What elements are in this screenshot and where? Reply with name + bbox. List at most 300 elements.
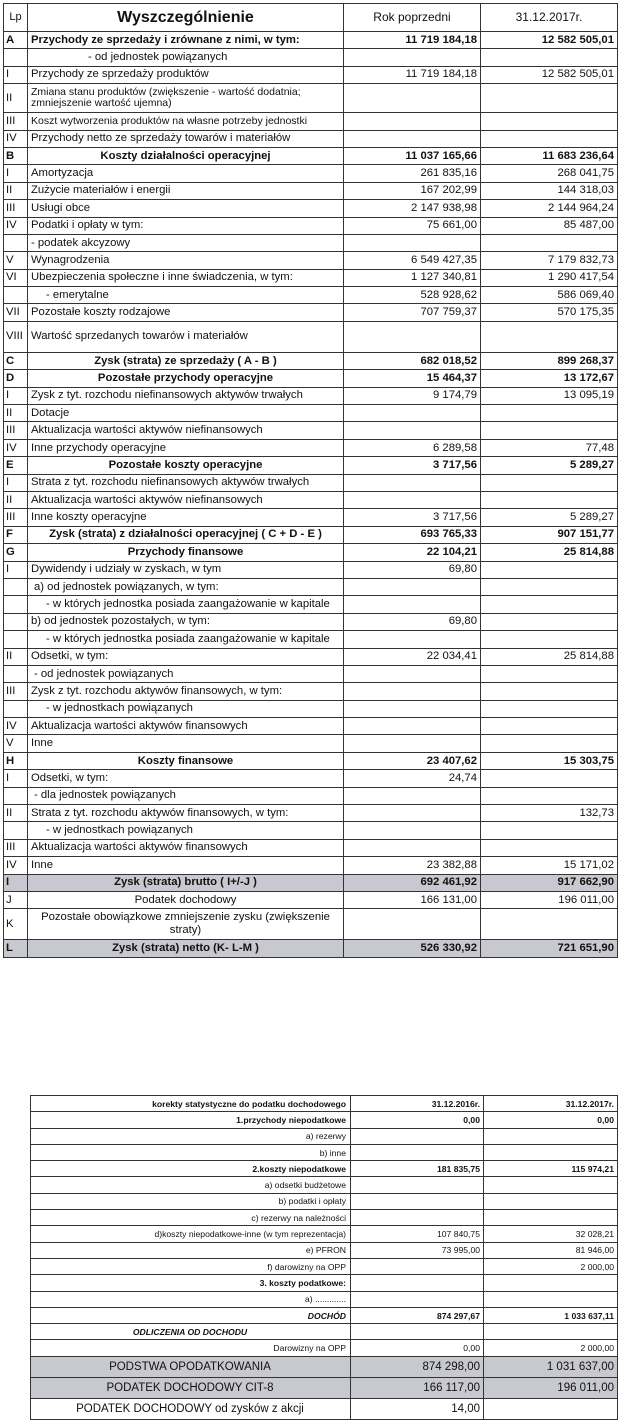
header-current-year: 31.12.2017r. [481,4,618,32]
table-row [4,474,618,491]
row-lp: K [4,909,28,940]
tax-row [31,1324,618,1340]
row-lp: H [4,752,28,769]
tax-row-label: a) odsetki budżetowe [31,1177,351,1193]
row-previous-year [344,596,481,613]
row-current-year [481,700,618,717]
tax-row-curr [484,1128,618,1144]
row-previous-year: 22 034,41 [344,648,481,665]
row-description: Dotacje [28,405,344,422]
tax-row-label: a) rezerwy [31,1128,351,1144]
row-current-year: 5 289,27 [481,509,618,526]
row-previous-year: 11 037 165,66 [344,147,481,164]
row-current-year: 721 651,90 [481,940,618,957]
row-current-year: 5 289,27 [481,457,618,474]
row-lp: VII [4,304,28,321]
table-header-row [4,4,618,32]
row-current-year: 85 487,00 [481,217,618,234]
tax-row-curr: 81 946,00 [484,1242,618,1258]
tax-row-curr: 196 011,00 [484,1377,618,1398]
row-lp: J [4,891,28,908]
row-description: Przychody netto ze sprzedaży towarów i materiałów [28,130,344,147]
tax-row-curr [484,1144,618,1160]
row-lp: C [4,352,28,369]
table-row [4,422,618,439]
table-row [4,940,618,957]
table-row [4,234,618,251]
table-row [4,683,618,700]
row-current-year [481,491,618,508]
row-current-year: 25 814,88 [481,648,618,665]
tax-row-curr: 0,00 [484,1112,618,1128]
tax-row [31,1275,618,1291]
row-previous-year: 682 018,52 [344,352,481,369]
row-previous-year: 11 719 184,18 [344,66,481,83]
tax-row [31,1291,618,1307]
row-lp: III [4,200,28,217]
tax-row-curr [484,1210,618,1226]
table-row [4,874,618,891]
row-description: Pozostałe koszty rodzajowe [28,304,344,321]
table-row [4,822,618,839]
table-row [4,787,618,804]
row-previous-year [344,909,481,940]
tax-row-label: DOCHÓD [31,1307,351,1323]
row-previous-year: 23 382,88 [344,857,481,874]
tax-row-label: a) ............. [31,1291,351,1307]
table-row [4,631,618,648]
tax-row-prev: 73 995,00 [351,1242,484,1258]
row-previous-year [344,683,481,700]
tax-row-curr [484,1291,618,1307]
row-current-year [481,474,618,491]
row-lp [4,700,28,717]
row-current-year [481,561,618,578]
row-description: Pozostałe koszty operacyjne [28,457,344,474]
tax-row-prev: 166 117,00 [351,1377,484,1398]
table-row [4,578,618,595]
row-previous-year: 24,74 [344,770,481,787]
tax-row-label: PODSTWA OPODATKOWANIA [31,1356,351,1377]
table-row [4,526,618,543]
row-lp: I [4,165,28,182]
tax-row-prev: 874 297,67 [351,1307,484,1323]
row-current-year: 196 011,00 [481,891,618,908]
table-row [4,252,618,269]
table-row [4,596,618,613]
tax-row-prev [351,1258,484,1274]
row-description: - w których jednostka posiada zaangażowanie w kapitale [28,631,344,648]
row-previous-year [344,787,481,804]
row-lp: I [4,387,28,404]
row-lp: IV [4,857,28,874]
row-description: Wartość sprzedanych towarów i materiałów [28,321,344,352]
row-previous-year [344,631,481,648]
tax-row-curr [484,1275,618,1291]
row-current-year: 15 171,02 [481,857,618,874]
row-current-year: 7 179 832,73 [481,252,618,269]
row-lp: F [4,526,28,543]
row-lp: II [4,84,28,113]
row-lp: L [4,940,28,957]
table-row [4,839,618,856]
tax-row-prev [351,1324,484,1340]
row-lp [4,596,28,613]
row-description: Inne [28,735,344,752]
tax-row-label: c) rezerwy na należności [31,1210,351,1226]
tax-row-prev: 181 835,75 [351,1161,484,1177]
table-row [4,805,618,822]
row-previous-year [344,839,481,856]
table-row [4,182,618,199]
tax-row-curr: 115 974,21 [484,1161,618,1177]
row-lp: II [4,491,28,508]
row-description: - od jednostek powiązanych [28,665,344,682]
tax-row-prev: 14,00 [351,1398,484,1419]
row-description: Usługi obce [28,200,344,217]
row-current-year: 11 683 236,64 [481,147,618,164]
tax-row-prev [351,1193,484,1209]
header-description: Wyszczególnienie [28,4,344,32]
table-row [4,49,618,66]
row-lp: E [4,457,28,474]
row-description: Zysk z tyt. rozchodu niefinansowych aktywów trwałych [28,387,344,404]
table-row [4,770,618,787]
row-previous-year: 3 717,56 [344,509,481,526]
row-lp [4,578,28,595]
row-current-year: 268 041,75 [481,165,618,182]
table-row [4,909,618,940]
table-row [4,269,618,286]
row-current-year [481,130,618,147]
row-previous-year: 69,80 [344,613,481,630]
row-lp: I [4,874,28,891]
row-current-year [481,113,618,130]
table-row [4,857,618,874]
row-lp: IV [4,130,28,147]
tax-row-label: d)koszty niepodatkowe-inne (w tym reprezentacja) [31,1226,351,1242]
row-previous-year: 22 104,21 [344,544,481,561]
row-description: Inne przychody operacyjne [28,439,344,456]
row-previous-year: 2 147 938,98 [344,200,481,217]
row-description: Zysk (strata) netto (K- L-M ) [28,940,344,957]
row-current-year: 13 095,19 [481,387,618,404]
row-previous-year [344,321,481,352]
table-row [4,891,618,908]
row-current-year [481,405,618,422]
row-description: Aktualizacja wartości aktywów finansowych [28,839,344,856]
row-current-year: 570 175,35 [481,304,618,321]
tax-row-curr: 2 000,00 [484,1340,618,1356]
row-previous-year [344,84,481,113]
row-description: Zysk (strata) z działalności operacyjnej ( C + D - E ) [28,526,344,543]
table-row [4,147,618,164]
row-previous-year: 69,80 [344,561,481,578]
tax-row [31,1144,618,1160]
row-current-year [481,839,618,856]
row-description: Odsetki, w tym: [28,648,344,665]
tax-row [31,1307,618,1323]
row-lp [4,613,28,630]
tax-corrections-table [30,1095,618,1420]
table-row [4,735,618,752]
row-previous-year: 6 289,58 [344,439,481,456]
row-description: Odsetki, w tym: [28,770,344,787]
tax-row-curr [484,1193,618,1209]
row-description: Strata z tyt. rozchodu aktywów finansowych, w tym: [28,805,344,822]
row-description: Aktualizacja wartości aktywów niefinansowych [28,422,344,439]
tax-row-label: e) PFRON [31,1242,351,1258]
tax-row-curr [484,1177,618,1193]
row-description: Aktualizacja wartości aktywów niefinansowych [28,491,344,508]
table-row [4,387,618,404]
table-row [4,752,618,769]
row-current-year [481,665,618,682]
row-lp: III [4,113,28,130]
row-previous-year [344,805,481,822]
profit-loss-table [3,3,618,958]
tax-header-prev: 31.12.2016r. [351,1096,484,1112]
tax-row-prev: 0,00 [351,1112,484,1128]
tax-row-label: b) inne [31,1144,351,1160]
table-row [4,113,618,130]
row-current-year: 907 151,77 [481,526,618,543]
row-description: Pozostałe przychody operacyjne [28,370,344,387]
row-description: a) od jednostek powiązanych, w tym: [28,578,344,595]
row-lp: VI [4,269,28,286]
row-lp [4,665,28,682]
table-row [4,665,618,682]
row-current-year [481,718,618,735]
tax-row-label: b) podatki i opłaty [31,1193,351,1209]
row-current-year [481,596,618,613]
tax-row [31,1377,618,1398]
tax-row-prev [351,1144,484,1160]
row-description: - w których jednostka posiada zaangażowanie w kapitale [28,596,344,613]
tax-row-label: PODATEK DOCHODOWY od zysków z akcji [31,1398,351,1419]
row-lp: I [4,770,28,787]
row-description: Zysk z tyt. rozchodu aktywów finansowych, w tym: [28,683,344,700]
tax-row [31,1112,618,1128]
table-row [4,718,618,735]
row-lp [4,287,28,304]
row-previous-year: 9 174,79 [344,387,481,404]
row-previous-year: 166 131,00 [344,891,481,908]
table-row [4,287,618,304]
row-previous-year [344,700,481,717]
row-previous-year: 75 661,00 [344,217,481,234]
tax-row-label: Darowizny na OPP [31,1340,351,1356]
row-description: Zysk (strata) brutto ( I+/-J ) [28,874,344,891]
row-current-year [481,321,618,352]
row-description: - w jednostkach powiązanych [28,822,344,839]
tax-row [31,1398,618,1419]
row-current-year [481,822,618,839]
header-lp: Lp [4,4,28,32]
row-lp [4,49,28,66]
row-lp: III [4,422,28,439]
row-previous-year: 528 928,62 [344,287,481,304]
table-row [4,32,618,49]
row-previous-year [344,822,481,839]
row-current-year: 144 318,03 [481,182,618,199]
tax-header-curr: 31.12.2017r. [484,1096,618,1112]
tax-header-label: korekty statystyczne do podatku dochodowego [31,1096,351,1112]
tax-row [31,1193,618,1209]
row-current-year: 2 144 964,24 [481,200,618,217]
tax-row-prev [351,1128,484,1144]
row-description: Zużycie materiałów i energii [28,182,344,199]
row-description: Zysk (strata) ze sprzedaży ( A - B ) [28,352,344,369]
table-row [4,457,618,474]
tax-row-prev [351,1275,484,1291]
table-row [4,304,618,321]
row-previous-year [344,234,481,251]
row-description: - dla jednostek powiązanych [28,787,344,804]
row-lp: V [4,252,28,269]
row-description: Koszt wytworzenia produktów na własne potrzeby jednostki [28,113,344,130]
table-row [4,491,618,508]
row-current-year: 899 268,37 [481,352,618,369]
table-row [4,613,618,630]
tax-row [31,1340,618,1356]
row-description: Przychody ze sprzedaży produktów [28,66,344,83]
row-description: - od jednostek powiązanych [28,49,344,66]
tax-row-prev [351,1210,484,1226]
row-current-year [481,770,618,787]
row-previous-year [344,49,481,66]
row-current-year [481,49,618,66]
row-current-year: 132,73 [481,805,618,822]
row-lp: IV [4,439,28,456]
row-description: Przychody ze sprzedaży i zrównane z nimi, w tym: [28,32,344,49]
header-previous-year: Rok poprzedni [344,4,481,32]
table-row [4,217,618,234]
row-current-year [481,234,618,251]
tax-header-row [31,1096,618,1112]
row-description: Inne koszty operacyjne [28,509,344,526]
row-current-year: 12 582 505,01 [481,32,618,49]
row-previous-year [344,422,481,439]
table-row [4,648,618,665]
row-description: b) od jednostek pozostałych, w tym: [28,613,344,630]
row-lp: I [4,66,28,83]
row-lp: VIII [4,321,28,352]
tax-row [31,1242,618,1258]
table-row [4,66,618,83]
row-current-year [481,787,618,804]
row-previous-year: 693 765,33 [344,526,481,543]
row-description: Amortyzacja [28,165,344,182]
row-lp: D [4,370,28,387]
row-lp: II [4,182,28,199]
tax-row-curr: 1 031 637,00 [484,1356,618,1377]
table-row [4,352,618,369]
tax-row-curr: 2 000,00 [484,1258,618,1274]
row-description: Zmiana stanu produktów (zwiększenie - wartość dodatnia; zmniejszenie wartość ujemna) [28,84,344,113]
row-lp: A [4,32,28,49]
row-current-year [481,683,618,700]
tax-row-label: PODATEK DOCHODOWY CIT-8 [31,1377,351,1398]
tax-row-curr [484,1398,618,1419]
row-previous-year [344,735,481,752]
row-lp: III [4,509,28,526]
row-description: Ubezpieczenia społeczne i inne świadczenia, w tym: [28,269,344,286]
row-description: - w jednostkach powiązanych [28,700,344,717]
row-lp: II [4,805,28,822]
row-description: Koszty działalności operacyjnej [28,147,344,164]
row-lp: G [4,544,28,561]
row-description: Podatek dochodowy [28,891,344,908]
row-current-year [481,613,618,630]
row-previous-year: 167 202,99 [344,182,481,199]
row-current-year: 12 582 505,01 [481,66,618,83]
row-previous-year: 707 759,37 [344,304,481,321]
tax-row-label: ODLICZENIA OD DOCHODU [31,1324,351,1340]
row-previous-year [344,718,481,735]
row-current-year: 13 172,67 [481,370,618,387]
tax-row-prev: 874 298,00 [351,1356,484,1377]
row-description: Inne [28,857,344,874]
row-previous-year: 692 461,92 [344,874,481,891]
row-description: Aktualizacja wartości aktywów finansowych [28,718,344,735]
row-description: Pozostałe obowiązkowe zmniejszenie zysku (zwiększenie straty) [28,909,344,940]
row-description: Koszty finansowe [28,752,344,769]
row-lp: III [4,839,28,856]
row-lp [4,822,28,839]
tax-row [31,1356,618,1377]
row-description: Podatki i opłaty w tym: [28,217,344,234]
row-previous-year: 3 717,56 [344,457,481,474]
row-lp: IV [4,718,28,735]
table-row [4,509,618,526]
row-current-year [481,631,618,648]
row-lp: IV [4,217,28,234]
row-current-year [481,909,618,940]
row-description: Strata z tyt. rozchodu niefinansowych aktywów trwałych [28,474,344,491]
row-previous-year [344,578,481,595]
tax-row-curr: 32 028,21 [484,1226,618,1242]
tax-row-prev [351,1177,484,1193]
row-current-year [481,422,618,439]
table-row [4,439,618,456]
row-previous-year: 11 719 184,18 [344,32,481,49]
row-lp: V [4,735,28,752]
row-previous-year: 23 407,62 [344,752,481,769]
row-description: Dywidendy i udziały w zyskach, w tym [28,561,344,578]
row-current-year: 77,48 [481,439,618,456]
row-current-year [481,84,618,113]
row-previous-year [344,491,481,508]
row-previous-year [344,405,481,422]
table-row [4,405,618,422]
table-row [4,84,618,113]
row-current-year: 917 662,90 [481,874,618,891]
tax-row [31,1210,618,1226]
row-previous-year: 1 127 340,81 [344,269,481,286]
row-lp: I [4,561,28,578]
row-lp: II [4,648,28,665]
row-lp [4,631,28,648]
row-lp [4,234,28,251]
row-lp [4,787,28,804]
tax-row [31,1226,618,1242]
row-previous-year [344,113,481,130]
row-previous-year: 261 835,16 [344,165,481,182]
tax-row-prev: 0,00 [351,1340,484,1356]
row-previous-year: 6 549 427,35 [344,252,481,269]
row-previous-year: 526 330,92 [344,940,481,957]
